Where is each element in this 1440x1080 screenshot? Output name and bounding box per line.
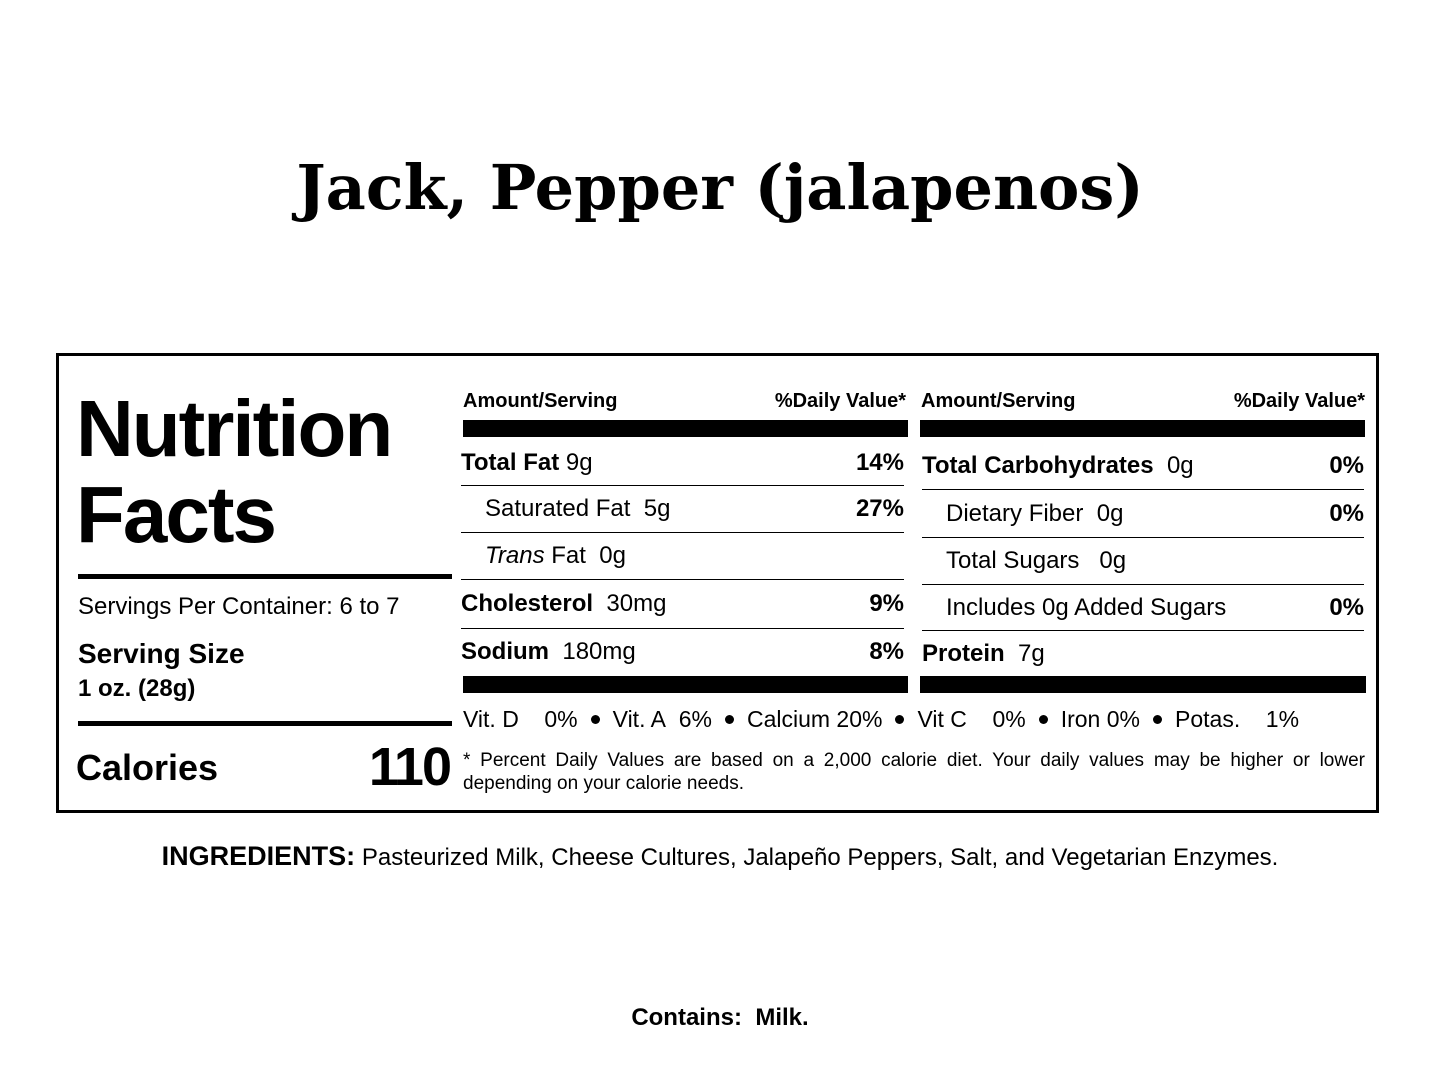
iron: [1061, 704, 1140, 734]
nutrient-row-added-sugars: [922, 585, 1364, 631]
vitamin-d: [463, 704, 578, 734]
bullet-icon: [895, 715, 904, 724]
nutrient-dv: 8%: [869, 638, 904, 665]
nutrient-name: Fat: [544, 542, 586, 569]
nutrient-row-cholesterol: [461, 580, 904, 629]
vitamin-value: 6%: [678, 706, 712, 732]
nutrient-name-italic: Trans: [485, 542, 545, 569]
vitamin-name: Vit. A: [612, 706, 666, 732]
daily-value-header: %Daily Value*: [1233, 390, 1365, 412]
vitamin-name: Iron: [1060, 706, 1101, 732]
nutrient-row-sodium: [461, 629, 904, 675]
heading-line-2: Facts: [76, 470, 275, 559]
nutrient-name: Cholesterol: [461, 590, 594, 617]
nutrient-amount: 30mg: [606, 590, 667, 617]
calories-value: 110: [368, 737, 450, 797]
nutrient-name: Includes 0g Added Sugars: [946, 594, 1227, 621]
serving-size-value: 1 oz. (28g): [78, 675, 196, 702]
divider-rule: [78, 721, 452, 726]
nutrient-row-trans-fat: [461, 533, 904, 580]
ingredients-label: INGREDIENTS:: [161, 841, 356, 871]
thick-rule: [920, 676, 1366, 693]
contains-label: Contains:: [631, 1004, 742, 1031]
contains-value: Milk.: [755, 1004, 809, 1031]
nutrient-dv: 27%: [855, 495, 904, 522]
calcium: [747, 704, 883, 734]
nutrient-name: Saturated Fat: [485, 495, 631, 522]
bullet-icon: [1039, 715, 1048, 724]
vitamin-value: 0%: [992, 706, 1026, 732]
nutrient-amount: 180mg: [562, 638, 636, 665]
nutrient-amount: 0g: [1096, 500, 1124, 527]
nutrient-amount: 0g: [599, 542, 626, 569]
nutrient-name: Dietary Fiber: [946, 500, 1084, 527]
vitamin-name: Potas.: [1175, 706, 1241, 732]
nutrient-dv: 0%: [1329, 594, 1364, 621]
amount-serving-header: Amount/Serving: [463, 390, 618, 412]
product-title: Jack, Pepper (jalapenos): [296, 151, 1144, 224]
nutrient-name: Total Fat: [461, 449, 560, 476]
nutrient-amount: 7g: [1018, 640, 1045, 667]
nutrient-amount: 5g: [643, 495, 671, 522]
divider-rule: [78, 574, 452, 579]
allergen-statement: [0, 1003, 1440, 1033]
nutrient-dv: 0%: [1329, 452, 1364, 479]
bullet-icon: [725, 715, 734, 724]
vitamin-value: 20%: [836, 706, 883, 732]
vitamin-name: Vit. D: [463, 706, 519, 732]
ingredients-text: Pasteurized Milk, Cheese Cultures, Jalapeño Peppers, Salt, and Vegetarian Enzymes.: [361, 844, 1279, 871]
vitamin-value: 0%: [1106, 706, 1140, 732]
left-nutrient-table: [461, 440, 904, 675]
daily-value-header: %Daily Value*: [774, 390, 906, 412]
bullet-icon: [1153, 715, 1162, 724]
vitamin-value: 0%: [544, 706, 578, 732]
bullet-icon: [591, 715, 600, 724]
nutrient-name: Total Carbohydrates: [922, 452, 1154, 479]
nutrient-row-total-fat: [461, 440, 904, 486]
potassium: [1175, 704, 1299, 734]
vitamin-name: Vit C: [917, 706, 967, 732]
servings-per-container: Servings Per Container: 6 to 7: [78, 593, 400, 620]
nutrient-name: Protein: [922, 640, 1005, 667]
nutrient-dv: 14%: [855, 449, 904, 476]
right-nutrient-table: [922, 442, 1364, 677]
amount-serving-header: Amount/Serving: [921, 390, 1076, 412]
calories-label: Calories: [76, 747, 219, 788]
thick-rule: [920, 420, 1365, 437]
nutrition-facts-heading: [76, 386, 391, 558]
vitamin-name: Calcium: [746, 706, 831, 732]
heading-line-1: Nutrition: [76, 384, 392, 473]
nutrient-row-dietary-fiber: [922, 490, 1364, 538]
nutrient-row-saturated-fat: [461, 486, 904, 533]
nutrient-amount: 9g: [565, 449, 593, 476]
nutrient-amount: 0g: [1166, 452, 1194, 479]
vitamin-value: 1%: [1265, 706, 1300, 732]
serving-size-label: Serving Size: [78, 638, 245, 669]
vitamin-a: [613, 704, 712, 734]
nutrient-dv: 9%: [869, 590, 904, 617]
nutrient-amount: 0g: [1099, 547, 1127, 574]
ingredients: [0, 840, 1440, 874]
thick-rule: [463, 420, 908, 437]
nutrient-dv: 0%: [1329, 500, 1364, 527]
nutrient-row-total-carbohydrates: [922, 442, 1364, 490]
nutrient-row-total-sugars: [922, 538, 1364, 585]
nutrient-row-protein: [922, 631, 1364, 677]
nutrient-name: Sodium: [461, 638, 549, 665]
vitamins-row: [463, 704, 1365, 734]
daily-value-footnote: * Percent Daily Values are based on a 2,000 calorie diet. Your daily values may be higher or lower depending on your calorie needs.: [463, 750, 1365, 794]
thick-rule: [463, 676, 908, 693]
vitamin-c: [917, 704, 1025, 734]
nutrient-name: Total Sugars: [946, 547, 1080, 574]
